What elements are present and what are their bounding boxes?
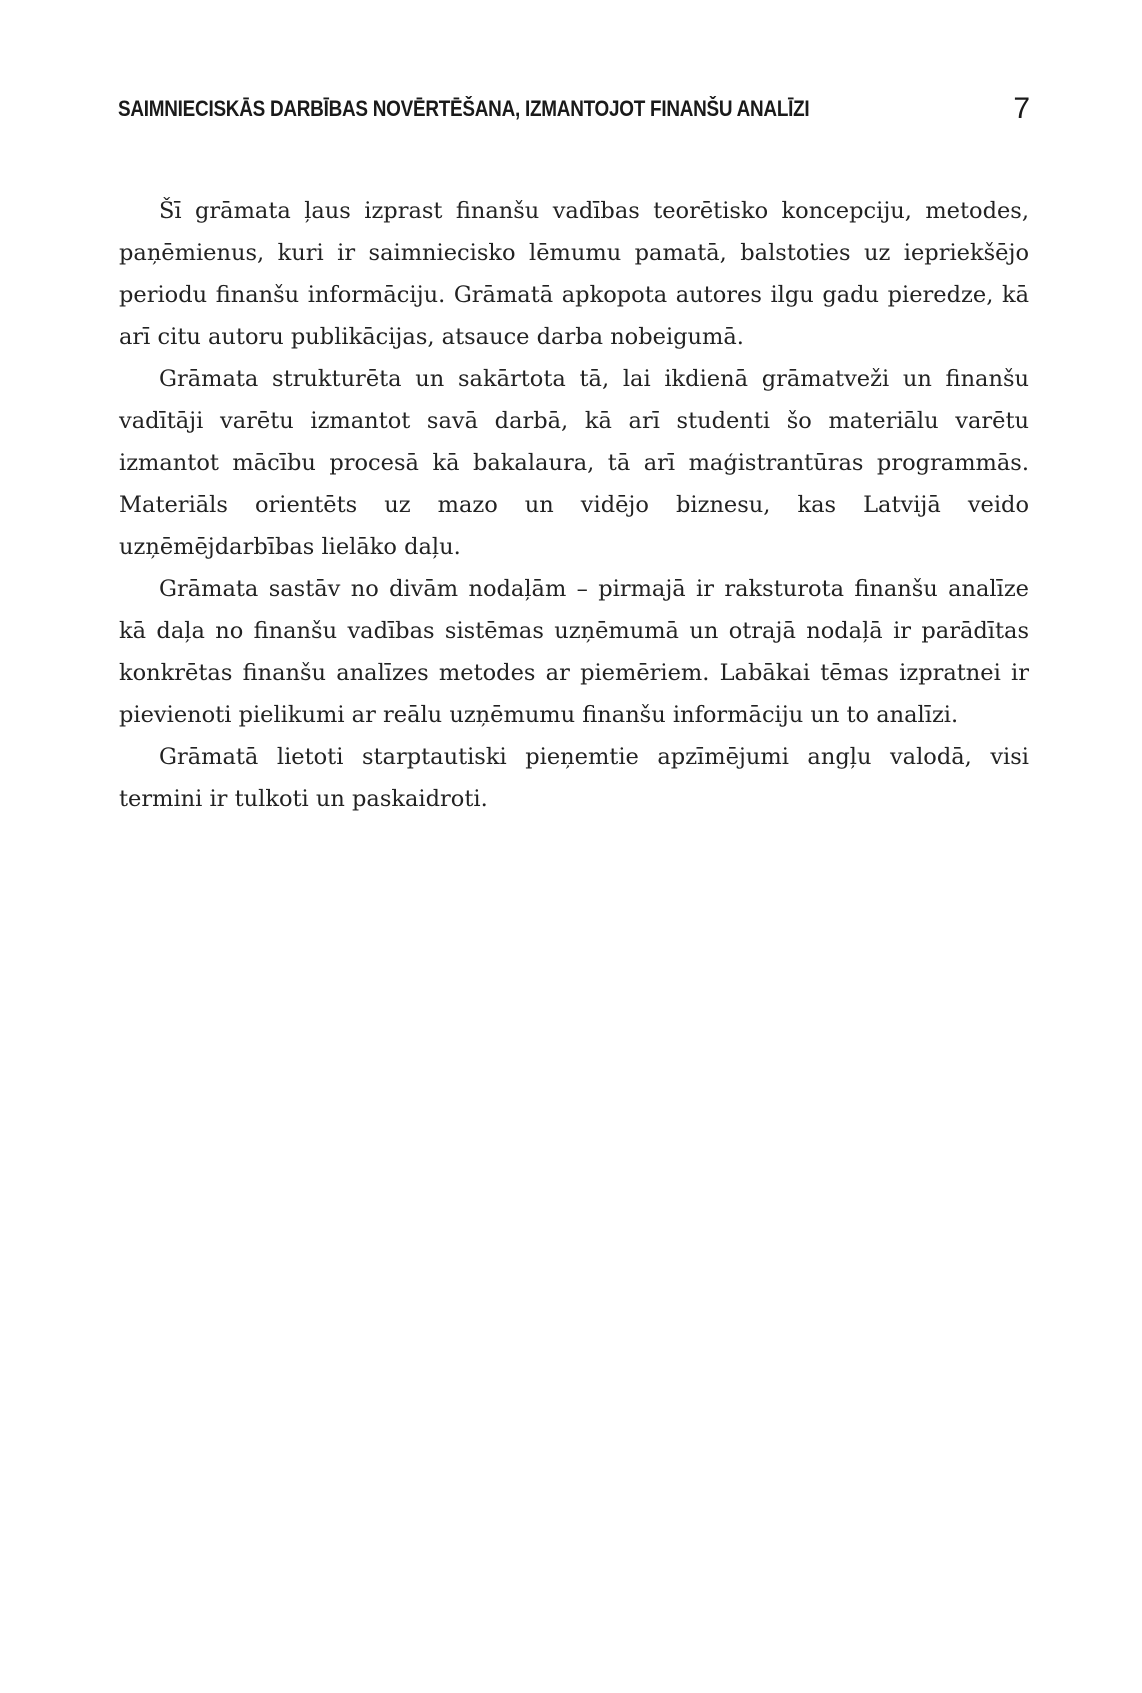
paragraph-contents: Grāmata sastāv no divām nodaļām – pirmajā ir raksturota finanšu analīze kā daļa no finanšu vadības sistēmas uzņēmumā un otrajā nodaļā ir parādītas konkrētas finanšu analīzes metodes ar piemēriem. Labākai tēmas izpratnei ir pievienoti pielikumi ar reālu uzņēmumu finanšu informāciju un to analīzi.	[119, 576, 1029, 728]
paragraph-terminology: Grāmatā lietoti starptautiski pieņemtie apzīmējumi angļu valodā, visi termini ir tulkoti un paskaidroti.	[119, 744, 1029, 812]
paragraph-intro: Šī grāmata ļaus izprast finanšu vadības teorētisko koncepciju, metodes, paņēmienus, kuri ir saimniecisko lēmumu pamatā, balstoties uz iepriekšējo periodu finanšu informāciju. Grāmatā apkopota autores ilgu gadu pieredze, kā arī citu autoru publikācijas, atsauce darba nobeigumā.	[119, 198, 1029, 350]
running-header	[118, 92, 1030, 132]
body-text	[119, 190, 1029, 820]
paragraph-structure: Grāmata strukturēta un sakārtota tā, lai ikdienā grāmatveži un finanšu vadītāji varētu izmantot savā darbā, kā arī studenti šo materiālu varētu izmantot mācību procesā kā bakalaura, tā arī maģistrantūras programmās. Materiāls orientēts uz mazo un vidējo biznesu, kas Latvijā veido uzņēmējdarbības lielāko daļu.	[119, 366, 1029, 560]
running-header-title: SAIMNIECISKĀS DARBĪBAS NOVĒRTĒŠANA, IZMANTOJOT FINANŠU ANALĪZI	[118, 96, 810, 121]
page-number: 7	[1013, 92, 1030, 125]
